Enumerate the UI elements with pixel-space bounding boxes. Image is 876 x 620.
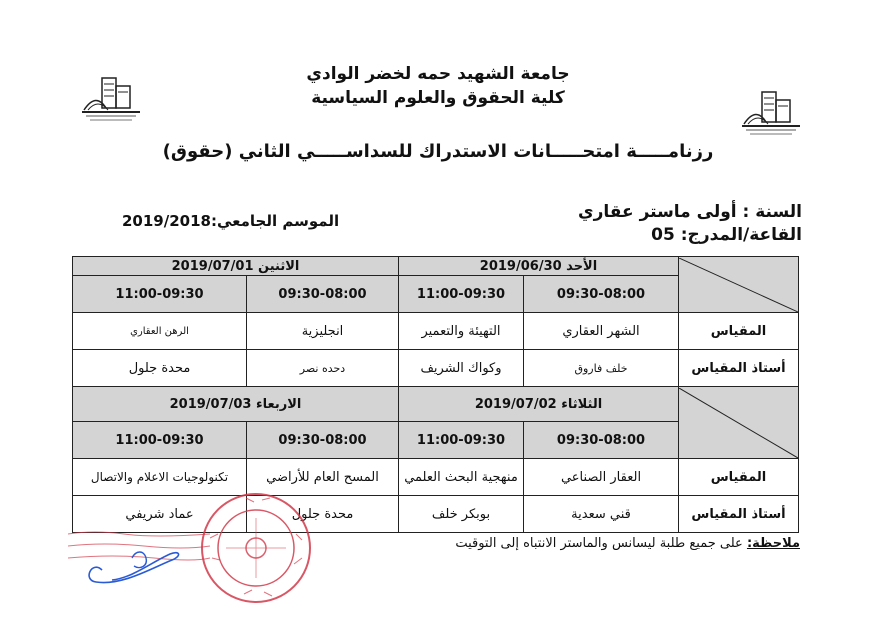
note-text: على جميع طلبة ليسانس والماستر الانتباه إلى التوقيت xyxy=(455,536,743,551)
row-label-professor: أستاذ المقياس xyxy=(679,496,799,533)
subject-cell: الرهن العقاري xyxy=(73,313,247,350)
university-name: جامعة الشهيد حمه لخضر الوادي xyxy=(306,64,570,84)
academic-season: الموسم الجامعي:2019/2018 xyxy=(122,212,340,230)
subject-cell: العقار الصناعي xyxy=(524,459,679,496)
table-row xyxy=(73,350,799,387)
time-slot: 11:00-09:30 xyxy=(73,276,247,313)
professor-cell: قني سعدية xyxy=(524,496,679,533)
study-year: السنة : أولى ماستر عقاري xyxy=(578,202,802,222)
subject-cell: التهيئة والتعمير xyxy=(399,313,524,350)
time-slot: 09:30-08:00 xyxy=(247,276,399,313)
table-row xyxy=(73,313,799,350)
exam-schedule-table xyxy=(72,256,799,533)
professor-cell: خلف فاروق xyxy=(524,350,679,387)
table-corner-cell xyxy=(679,257,799,313)
professor-cell: دحده نصر xyxy=(247,350,399,387)
time-slot: 09:30-08:00 xyxy=(247,422,399,459)
faculty-name: كلية الحقوق والعلوم السياسية xyxy=(311,88,565,108)
professor-cell: محدة جلول xyxy=(73,350,247,387)
subject-cell: تكنولوجيات الاعلام والاتصال xyxy=(73,459,247,496)
professor-cell: بوبكر خلف xyxy=(399,496,524,533)
time-slot: 11:00-09:30 xyxy=(399,276,524,313)
time-slot: 09:30-08:00 xyxy=(524,422,679,459)
handwritten-signature xyxy=(62,520,192,600)
subject-cell: الشهر العقاري xyxy=(524,313,679,350)
subject-cell: منهجية البحث العلمي xyxy=(399,459,524,496)
day-header: الاثنين 2019/07/01 xyxy=(73,257,399,276)
time-slot: 11:00-09:30 xyxy=(399,422,524,459)
note-label: ملاحظة: xyxy=(746,536,800,551)
document-title: رزنامـــــة امتحـــــانات الاستدراك للسداســـــي الثاني (حقوق) xyxy=(162,141,714,162)
professor-cell: محدة جلول xyxy=(247,496,399,533)
table-row xyxy=(73,257,799,276)
professor-cell: وكواك الشريف xyxy=(399,350,524,387)
day-header: الثلاثاء 2019/07/02 xyxy=(399,387,679,422)
official-stamp xyxy=(196,488,316,608)
table-row xyxy=(73,387,799,422)
row-label-subject: المقياس xyxy=(679,313,799,350)
table-corner-cell xyxy=(679,387,799,459)
subject-cell: المسح العام للأراضي xyxy=(247,459,399,496)
note-line xyxy=(455,536,800,551)
row-label-subject: المقياس xyxy=(679,459,799,496)
table-row xyxy=(73,459,799,496)
subject-cell: انجليزية xyxy=(247,313,399,350)
time-slot: 11:00-09:30 xyxy=(73,422,247,459)
day-header: الاربعاء 2019/07/03 xyxy=(73,387,399,422)
time-slot: 09:30-08:00 xyxy=(524,276,679,313)
professor-cell: عماد شريفي xyxy=(73,496,247,533)
row-label-professor: أستاذ المقياس xyxy=(679,350,799,387)
exam-hall: القاعة/المدرج: 05 xyxy=(651,225,802,245)
day-header: الأحد 2019/06/30 xyxy=(399,257,679,276)
